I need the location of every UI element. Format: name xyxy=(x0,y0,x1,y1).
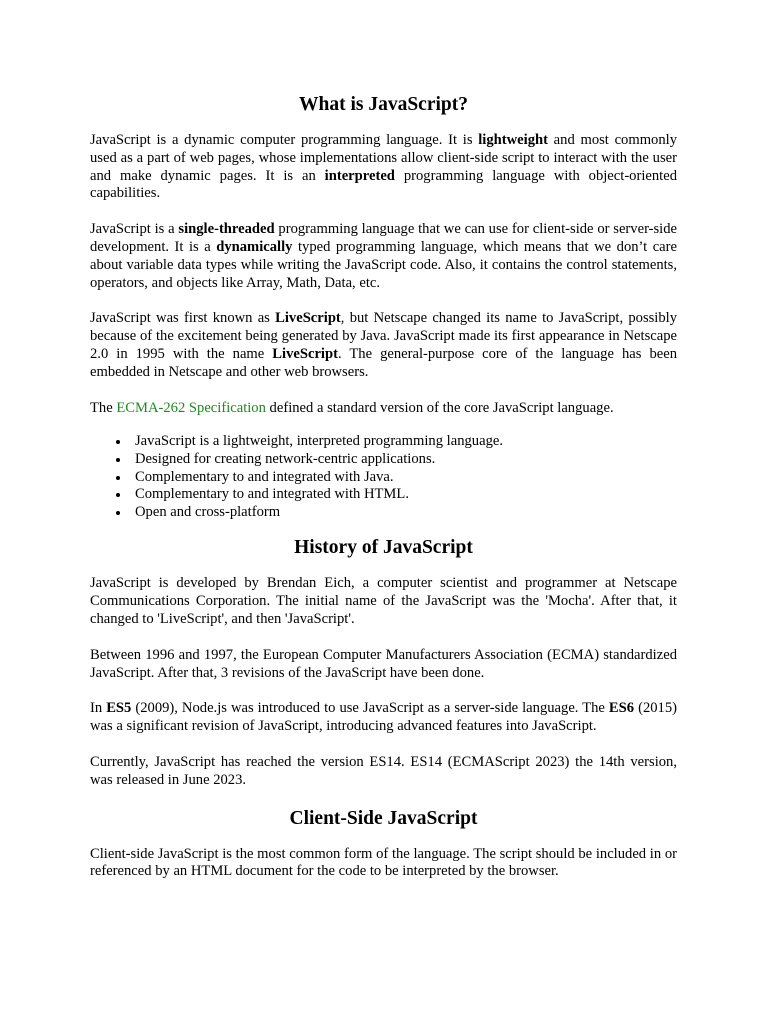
text-run: and most commonly used as a part of web pages, whose implementations allow client-side script to interact with the user and make dynamic pages. It is an xyxy=(90,132,677,184)
paragraph-intro xyxy=(90,132,677,203)
bold-livescript-2: LiveScript xyxy=(272,345,338,362)
paragraph-history-2: Between 1996 and 1997, the European Computer Manufacturers Association (ECMA) standardized JavaScript. After that, 3 revisions of the JavaScript have been done. xyxy=(90,646,677,681)
text-run: . The general-purpose core of the language has been embedded in Netscape and other web browsers. xyxy=(90,345,677,380)
bold-livescript: LiveScript xyxy=(275,310,341,327)
text-run: The xyxy=(90,399,117,416)
text-run: defined a standard version of the core JavaScript language. xyxy=(265,399,614,416)
paragraph-single-threaded xyxy=(90,221,677,292)
paragraph-history-1: JavaScript is developed by Brendan Eich, a computer scientist and programmer at Netscape Communications Corporation. The initial name of the JavaScript was the 'Mocha'. After that, it changed to 'LiveScript', and then 'JavaScript'. xyxy=(90,575,677,627)
list-item: Designed for creating network-centric applications. xyxy=(135,451,677,469)
heading-client-side: Client-Side JavaScript xyxy=(289,807,478,829)
text-run: (2009), Node.js was introduced to use JavaScript as a server-side language. The xyxy=(131,700,609,717)
text-run: JavaScript is a xyxy=(90,221,179,238)
text-run: , but Netscape changed its name to JavaScript, possibly because of the excitement being generated by Java. JavaScript made its first appearance in Netscape 2.0 in 1995 with the name xyxy=(90,310,678,362)
paragraph-history-3 xyxy=(90,700,677,736)
heading-what-is-javascript: What is JavaScript? xyxy=(298,94,468,115)
text-run: programming language that we can use for client-side or server-side development. It is a xyxy=(90,221,678,255)
text-run: In xyxy=(90,700,107,717)
bold-es5: ES5 xyxy=(106,700,132,717)
text-run: JavaScript is a dynamic computer programming language. It is xyxy=(90,132,479,148)
text-run: JavaScript was first known as xyxy=(90,310,276,327)
heading-history: History of JavaScript xyxy=(294,537,473,559)
list-item: Complementary to and integrated with Java. xyxy=(135,469,677,487)
list-item: Open and cross-platform xyxy=(135,504,677,522)
list-item: JavaScript is a lightweight, interpreted programming language. xyxy=(135,433,677,451)
text-run: (2015) was a significant revision of JavaScript, introducing advanced features into JavaScript. xyxy=(90,700,678,735)
list-item: Complementary to and integrated with HTML. xyxy=(135,486,677,504)
paragraph-livescript xyxy=(90,310,677,381)
bold-single-threaded: single-threaded xyxy=(178,221,275,238)
text-run: programming language with object-oriented capabilities. xyxy=(90,167,677,202)
bold-dynamically: dynamically xyxy=(216,238,293,255)
paragraph-client-side: Client-side JavaScript is the most common form of the language. The script should be included in or referenced by an HTML document for the code to be interpreted by the browser. xyxy=(90,845,677,880)
text-run: typed programming language, which means that we don’t care about variable data types while writing the JavaScript code. Also, it contains the control statements, operators, and objects like Array, Math, Data, etc. xyxy=(90,238,677,291)
paragraph-history-4: Currently, JavaScript has reached the version ES14. ES14 (ECMAScript 2023) the 14th version, was released in June 2023. xyxy=(90,753,677,788)
bold-es6: ES6 xyxy=(608,700,635,717)
paragraph-ecma xyxy=(90,400,677,418)
document-page xyxy=(90,92,677,899)
feature-list xyxy=(90,433,677,521)
bold-interpreted: interpreted xyxy=(324,167,395,184)
ecma-262-link[interactable]: ECMA-262 Specification xyxy=(116,399,266,416)
bold-lightweight: lightweight xyxy=(478,132,548,148)
